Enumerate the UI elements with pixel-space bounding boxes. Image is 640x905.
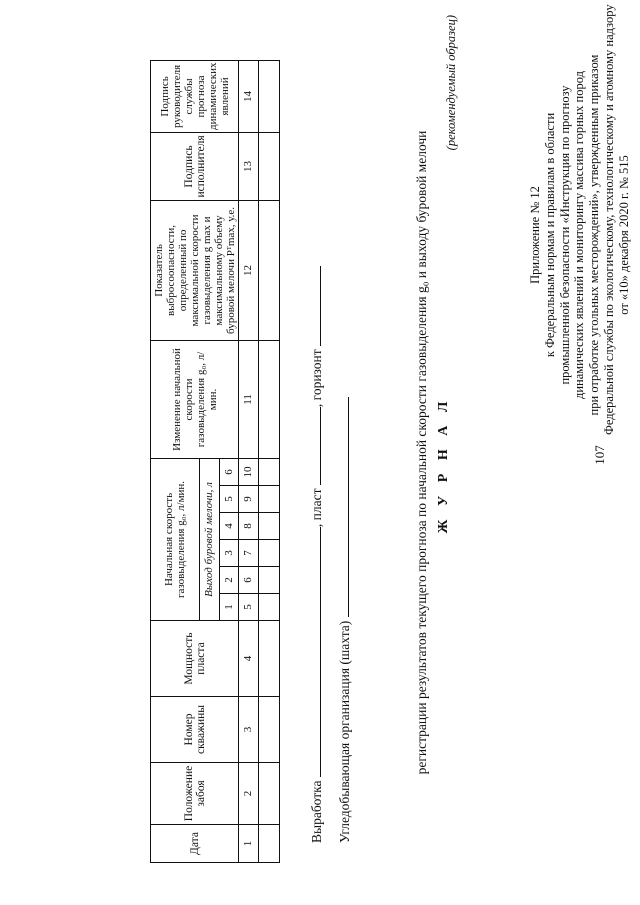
subnumber-cell: 6	[219, 458, 239, 485]
workings-row	[308, 266, 325, 843]
page-number: 107	[592, 445, 607, 465]
organization-field[interactable]	[336, 397, 349, 617]
journal-title: Ж У Р Н А Л	[436, 396, 451, 534]
horizon-field[interactable]	[308, 266, 321, 346]
annex-line: при отработке угольных месторождений», утвержденным приказом	[587, 54, 602, 416]
organization-label: Угледобывающая организация (шахта)	[337, 620, 352, 843]
column-number: 3	[239, 697, 258, 763]
empty-cell[interactable]	[258, 540, 279, 567]
empty-cell[interactable]	[258, 486, 279, 513]
empty-cell[interactable]	[258, 458, 279, 485]
annex-line: к Федеральным нормам и правилам в области	[542, 112, 557, 358]
organization-row	[336, 397, 353, 843]
column-number: 2	[239, 763, 258, 825]
column-number: 13	[239, 132, 258, 200]
annex-line: Приложение № 12	[528, 186, 542, 284]
empty-cell[interactable]	[258, 825, 279, 863]
empty-cell[interactable]	[258, 594, 279, 621]
annex-line: динамических явлений и мониторингу массива горных пород	[572, 71, 587, 400]
empty-cell[interactable]	[258, 621, 279, 697]
header-executor-signature: Подпись исполнителя	[151, 132, 239, 200]
column-number-row	[239, 60, 258, 862]
subnumber-cell: 3	[219, 540, 239, 567]
column-number: 12	[239, 200, 258, 340]
header-face-position: Положение забоя	[151, 763, 239, 825]
subnumber-cell: 1	[219, 594, 239, 621]
horizon-label: , горизонт	[309, 349, 324, 408]
header-head-signature: Подпись руководителя службы прогноза динамических явлений	[151, 60, 239, 132]
header-well-number: Номер скважины	[151, 697, 239, 763]
annex-header	[528, 4, 632, 435]
annex-line: от «10» декабря 2020 г. № 515	[616, 155, 631, 315]
subnumber-cell: 4	[219, 513, 239, 540]
column-number: 11	[239, 340, 258, 458]
annex-line: Федеральной службы по экологическому, технологическому и атомному надзору	[601, 4, 616, 435]
header-initial-velocity: Начальная скорость газовыделения g₀, л/мин.	[151, 458, 200, 620]
table-row	[258, 60, 279, 862]
journal-subtitle: регистрации результатов текущего прогноза по начальной скорости газовыделения g₀ и выходу буровой мелочи	[414, 130, 429, 775]
column-number: 7	[239, 540, 258, 567]
empty-cell[interactable]	[258, 340, 279, 458]
empty-cell[interactable]	[258, 567, 279, 594]
column-number: 9	[239, 486, 258, 513]
sample-note: (рекомендуемый образец)	[444, 15, 458, 151]
empty-cell[interactable]	[258, 132, 279, 200]
table-header-row	[151, 60, 200, 862]
header-seam-thickness: Мощность пласта	[151, 621, 239, 697]
workings-label: Выработка	[309, 780, 324, 843]
header-date: Дата	[151, 825, 239, 863]
column-number: 4	[239, 621, 258, 697]
subnumber-cell: 2	[219, 567, 239, 594]
column-number: 14	[239, 60, 258, 132]
column-number: 6	[239, 567, 258, 594]
column-number: 1	[239, 825, 258, 863]
empty-cell[interactable]	[258, 513, 279, 540]
seam-field[interactable]	[308, 407, 321, 485]
header-drill-cuttings: Выход буровой мелочи, л	[199, 458, 219, 620]
empty-cell[interactable]	[258, 697, 279, 763]
header-velocity-change: Изменение начальной скорости газовыделения g₀, л/мин.	[151, 340, 239, 458]
header-outburst-index: Показатель выбросоопасности, определенный по максимальной скорости газовыделения g max и максимальному объему буровой мелочи Pᵀmax, у.е.	[151, 200, 239, 340]
annex-line: промышленной безопасности «Инструкция по прогнозу	[557, 85, 572, 385]
journal-table	[150, 60, 280, 863]
seam-label: , пласт	[309, 488, 324, 528]
empty-cell[interactable]	[258, 200, 279, 340]
column-number: 8	[239, 513, 258, 540]
empty-cell[interactable]	[258, 763, 279, 825]
empty-cell[interactable]	[258, 60, 279, 132]
workings-field[interactable]	[308, 527, 321, 777]
subnumber-cell: 5	[219, 486, 239, 513]
column-number: 5	[239, 594, 258, 621]
column-number: 10	[239, 458, 258, 485]
